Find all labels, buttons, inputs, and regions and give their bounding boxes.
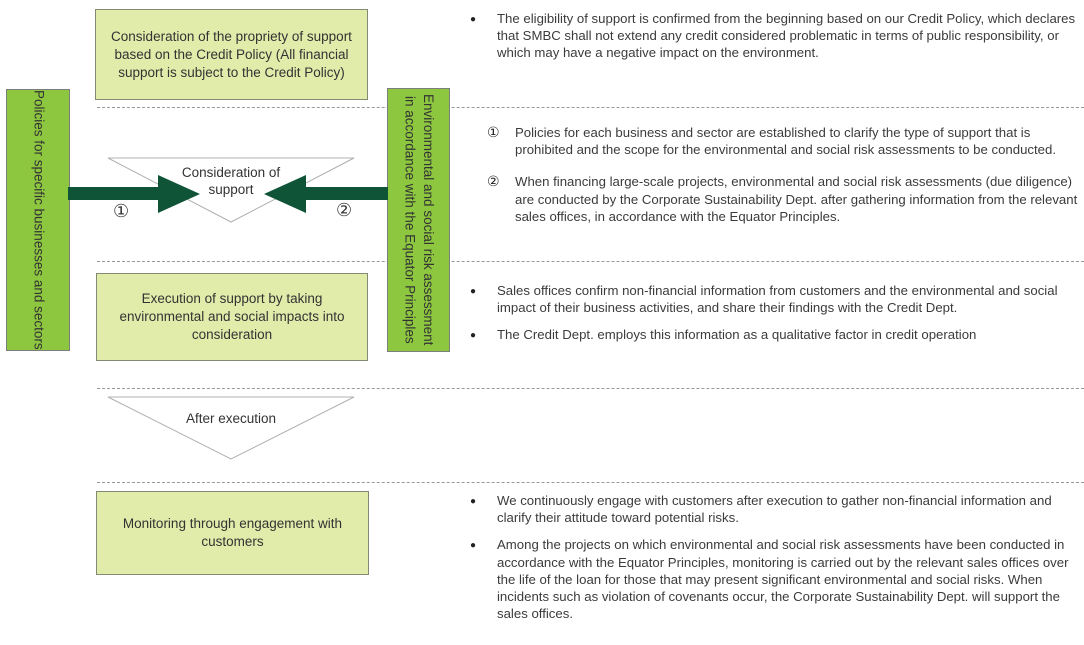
after-execution-funnel-triangle <box>106 395 356 461</box>
bullet-icon: ● <box>470 330 477 342</box>
after-execution-funnel-label: After execution <box>185 411 277 426</box>
left-arrow-shaft <box>68 187 160 200</box>
list-item <box>487 124 1083 158</box>
list-item-text: Policies for each business and sector are established to clarify the type of support that is prohibited and the scope for the environmental and social risk assessments to be conducted. <box>515 125 1057 158</box>
equator-principles-bar <box>387 88 450 352</box>
policies-bar <box>6 89 70 351</box>
execution-box <box>96 273 368 361</box>
execution-box-label: Execution of support by taking environmental and social impacts into consideration <box>119 291 345 342</box>
list-item <box>470 10 1083 62</box>
list-item <box>470 282 1083 316</box>
section-divider-2 <box>97 261 1084 262</box>
section-monitoring-after-execution <box>470 492 1083 622</box>
bullet-icon: ● <box>470 286 477 297</box>
consideration-funnel-label: Consideration of support <box>181 165 281 197</box>
section-sales-offices-credit-dept <box>470 282 1083 345</box>
circled-2-icon: ② <box>487 173 500 190</box>
bullet-icon: ● <box>470 496 477 507</box>
list-item-text: When financing large-scale projects, environmental and social risk assessments (due diligence) are conducted by the Corporate Sustainability Dept. after gathering information from the relevant sales offices, in accordance with the Equator Principles. <box>515 174 1078 224</box>
arrow-1-marker: ① <box>113 201 130 221</box>
credit-policy-box <box>95 9 368 100</box>
bullet-icon: ● <box>470 14 477 25</box>
list-item <box>470 492 1083 526</box>
list-item-text: The Credit Dept. employs this information as a qualitative factor in credit operation <box>497 327 977 343</box>
list-item-text: The eligibility of support is confirmed from the beginning based on our Credit Policy, which declares that SMBC shall not extend any credit considered problematic in terms of public responsibility, or which may have a negative impact on the environment. <box>497 11 1076 61</box>
section-policies-and-assessments <box>487 124 1083 225</box>
monitoring-box-label: Monitoring through engagement with customers <box>122 516 343 549</box>
section-credit-policy-eligibility <box>470 10 1083 62</box>
list-item-text: Sales offices confirm non-financial information from customers and the environmental and social impact of their business activities, and share their findings with the Credit Dept. <box>497 283 1058 316</box>
section-divider-4 <box>97 482 1084 483</box>
monitoring-box <box>96 491 369 575</box>
section-divider-3 <box>97 388 1084 389</box>
credit-policy-box-label: Consideration of the propriety of support based on the Credit Policy (All financial support is subject to the Credit Policy) <box>111 28 352 80</box>
list-item <box>470 326 1083 344</box>
policies-bar-label: Policies for specific businesses and sectors <box>31 90 47 350</box>
list-item <box>487 173 1083 225</box>
circled-1-icon: ① <box>487 124 500 140</box>
list-item <box>470 536 1083 622</box>
arrow-2-marker: ② <box>336 200 353 220</box>
right-arrow-shaft <box>306 187 388 200</box>
list-item-text: Among the projects on which environmental and social risk assessments have been conducted in accordance with the Equator Principles, monitoring is carried out by the relevant sales offices over the life of the loan for those that may present significant environmental and social risks. When incidents such as violation of covenants occur, the Corporate Sustainability Dept. will support the sales offices. <box>497 537 1069 622</box>
bullet-icon: ● <box>470 540 477 552</box>
section-divider-1 <box>97 107 1084 108</box>
equator-principles-bar-label: Environmental and social risk assessment in accordance with the Equator Principles <box>402 94 437 346</box>
after-execution-funnel-shape <box>108 397 354 459</box>
list-item-text: We continuously engage with customers after execution to gather non-financial information and clarify their attitude toward potential risks. <box>497 493 1052 526</box>
